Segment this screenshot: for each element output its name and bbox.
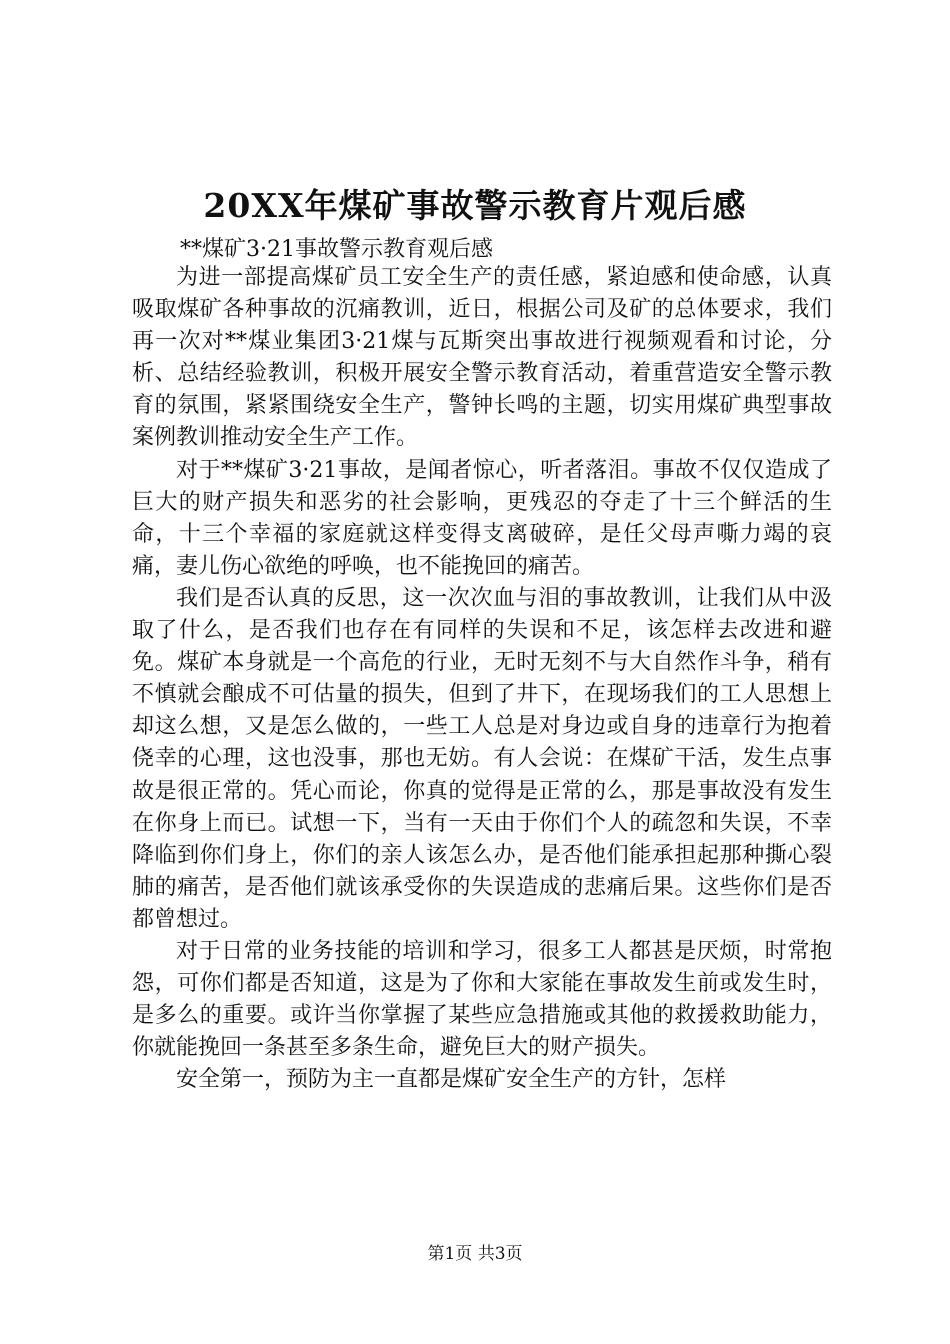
document-body xyxy=(132,262,832,1096)
paragraph: 对于日常的业务技能的培训和学习，很多工人都甚是厌烦，时常抱怨，可你们都是否知道，这是为了你和大家能在事故发生前或发生时，是多么的重要。或许当你掌握了某些应急措施或其他的救援救助能力，你就能挽回一条甚至多条生命，避免巨大的财产损失。 xyxy=(132,938,832,1061)
page-number-footer: 第1页 共3页 xyxy=(427,1244,523,1264)
paragraph: 为进一部提高煤矿员工安全生产的责任感，紧迫感和使命感，认真吸取煤矿各种事故的沉痛教训，近日，根据公司及矿的总体要求，我们再一次对**煤业集团3·21煤与瓦斯突出事故进行视频观看和讨论，分析、总结经验教训，积极开展安全警示教育活动，着重营造安全警示教育的氛围，紧紧围绕安全生产，警钟长鸣的主题，切实用煤矿典型事故案例教训推动安全生产工作。 xyxy=(132,265,832,451)
paragraph: 我们是否认真的反思，这一次次血与泪的事故教训，让我们从中汲取了什么，是否我们也存在有同样的失误和不足，该怎样去改进和避免。煤矿本身就是一个高危的行业，无时无刻不与大自然作斗争，稍有不慎就会酿成不可估量的损失，但到了井下，在现场我们的工人思想上却这么想，又是怎么做的，一些工人总是对身边或自身的违章行为抱着侥幸的心理，这也没事，那也无妨。有人会说：在煤矿干活，发生点事故是很正常的。凭心而论，你真的觉得是正常的么，那是事故没有发生在你身上而已。试想一下，当有一天由于你们个人的疏忽和失误，不幸降临到你们身上，你们的亲人该怎么办，是否他们能承担起那种撕心裂肺的痛苦，是否他们就该承受你的失误造成的悲痛后果。这些你们是否都曾想过。 xyxy=(132,585,832,932)
document-title: 20XX年煤矿事故警示教育片观后感 xyxy=(203,186,747,225)
paragraph: 安全第一，预防为主一直都是煤矿安全生产的方针，怎样 xyxy=(176,1067,727,1093)
paragraph: 对于**煤矿3·21事故，是闻者惊心，听者落泪。事故不仅仅造成了巨大的财产损失和恶劣的社会影响，更残忍的夺走了十三个鲜活的生命，十三个幸福的家庭就这样变得支离破碎，是任父母声嘶力竭的哀痛，妻儿伤心欲绝的呼唤，也不能挽回的痛苦。 xyxy=(132,457,832,579)
document-subtitle: **煤矿3·21事故警示教育观后感 xyxy=(180,237,493,262)
